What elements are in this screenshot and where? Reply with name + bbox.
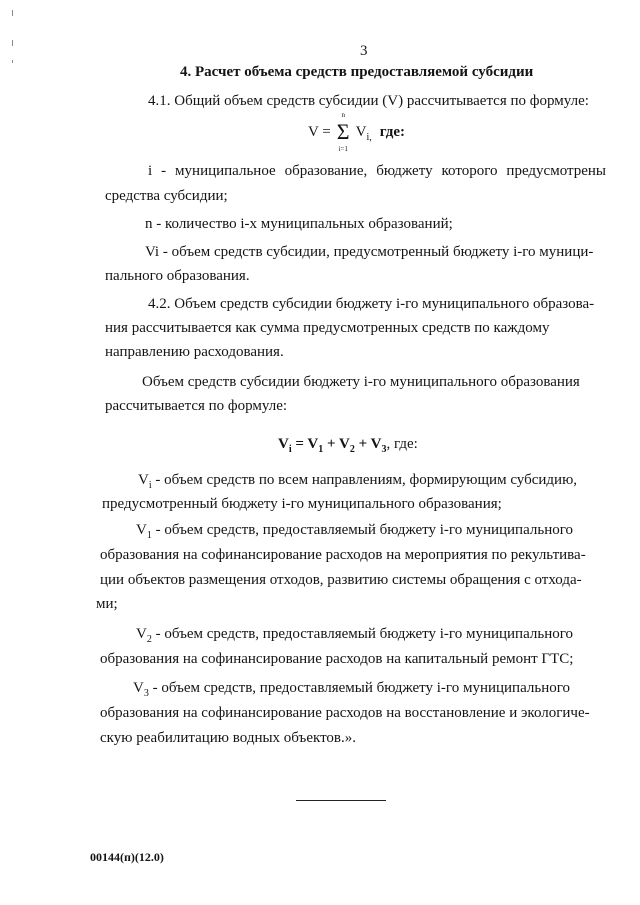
- formula2-sub-3: 3: [381, 444, 387, 455]
- formula2-eq-v1: = V: [291, 436, 319, 452]
- formula2-plus-v3: + V: [354, 436, 382, 452]
- definition-v1-line3: ции объектов размещения отходов, развитию системы обращения с отхода-: [100, 572, 582, 588]
- definition-v1-line4: ми;: [96, 596, 118, 612]
- definition-i-line2: средства субсидии;: [105, 188, 228, 204]
- closing-rule: [296, 800, 386, 801]
- formula2-v: V: [278, 436, 289, 452]
- page-number: 3: [360, 43, 368, 59]
- formula-term: V: [355, 124, 367, 140]
- formula2-sub-i: i: [288, 444, 292, 455]
- definition-v3-line1: $V_3$ - объем средств, предоставляемый бюджету i-го муниципального: [133, 680, 571, 699]
- scan-margin-mark: [12, 10, 13, 16]
- formula-total-volume: [308, 111, 406, 153]
- definition-v2-line2: образования на софинансирование расходов на капитальный ремонт ГТС;: [100, 651, 574, 667]
- formula-vi-sum: [278, 436, 418, 455]
- definition-v1-line2: образования на софинансирование расходов на мероприятия по рекультива-: [100, 547, 586, 563]
- formula-intro-line1: Объем средств субсидии бюджету i-го муниципального образования: [142, 374, 580, 390]
- section-heading: 4. Расчет объема средств предоставляемой субсидии: [180, 64, 534, 80]
- definition-n: n - количество i-x муниципальных образований;: [145, 216, 453, 232]
- formula-intro-line2: рассчитывается по формуле:: [105, 398, 288, 414]
- formula2-suffix: , где:: [386, 436, 418, 452]
- definition-vi-line1: Vi - объем средств субсидии, предусмотренный бюджету i-го муници-: [145, 244, 594, 260]
- paragraph-4-2-line3: направлению расходования.: [105, 344, 284, 360]
- sum-lower-limit: i=1: [338, 145, 348, 153]
- definition-vi2-line1: $V_i$ - объем средств по всем направлениям, формирующим субсидию,: [138, 472, 578, 491]
- sum-upper-limit: n: [341, 111, 345, 119]
- formula-term-subscript: i,: [366, 132, 372, 143]
- definition-v1-line1: $V_1$ - объем средств, предоставляемый бюджету i-го муниципального: [136, 522, 574, 541]
- paragraph-4-2-line2: ния рассчитывается как сумма предусмотренных средств по каждому: [105, 320, 550, 336]
- sigma-symbol: Σ n i=1: [336, 111, 350, 153]
- definition-vi-line2: пального образования.: [105, 268, 250, 284]
- formula2-sub-1: 1: [318, 444, 324, 455]
- document-code: 00144(п)(12.0): [90, 850, 164, 864]
- definition-v3-line2: образования на софинансирование расходов на восстановление и экологиче-: [100, 705, 590, 721]
- definition-vi2-line2: предусмотренный бюджету i-го муниципального образования;: [102, 496, 502, 512]
- paragraph-4-1: 4.1. Общий объем средств субсидии (V) рассчитывается по формуле:: [148, 93, 589, 109]
- paragraph-4-2-line1: 4.2. Объем средств субсидии бюджету i-го муниципального образова-: [148, 296, 595, 312]
- formula2-sub-2: 2: [349, 444, 355, 455]
- scan-margin-mark: [12, 60, 13, 63]
- formula-lhs: V =: [308, 124, 331, 140]
- formula-suffix: где:: [379, 124, 406, 140]
- scan-margin-mark: [12, 40, 13, 46]
- definition-v3-line3: скую реабилитацию водных объектов.».: [100, 730, 357, 746]
- definition-v2-line1: $V_2$ - объем средств, предоставляемый бюджету i-го муниципального: [136, 626, 574, 645]
- definition-i-line1: i - муниципальное образование, бюджету которого предусмотрены: [148, 163, 606, 179]
- formula2-plus-v2: + V: [323, 436, 350, 452]
